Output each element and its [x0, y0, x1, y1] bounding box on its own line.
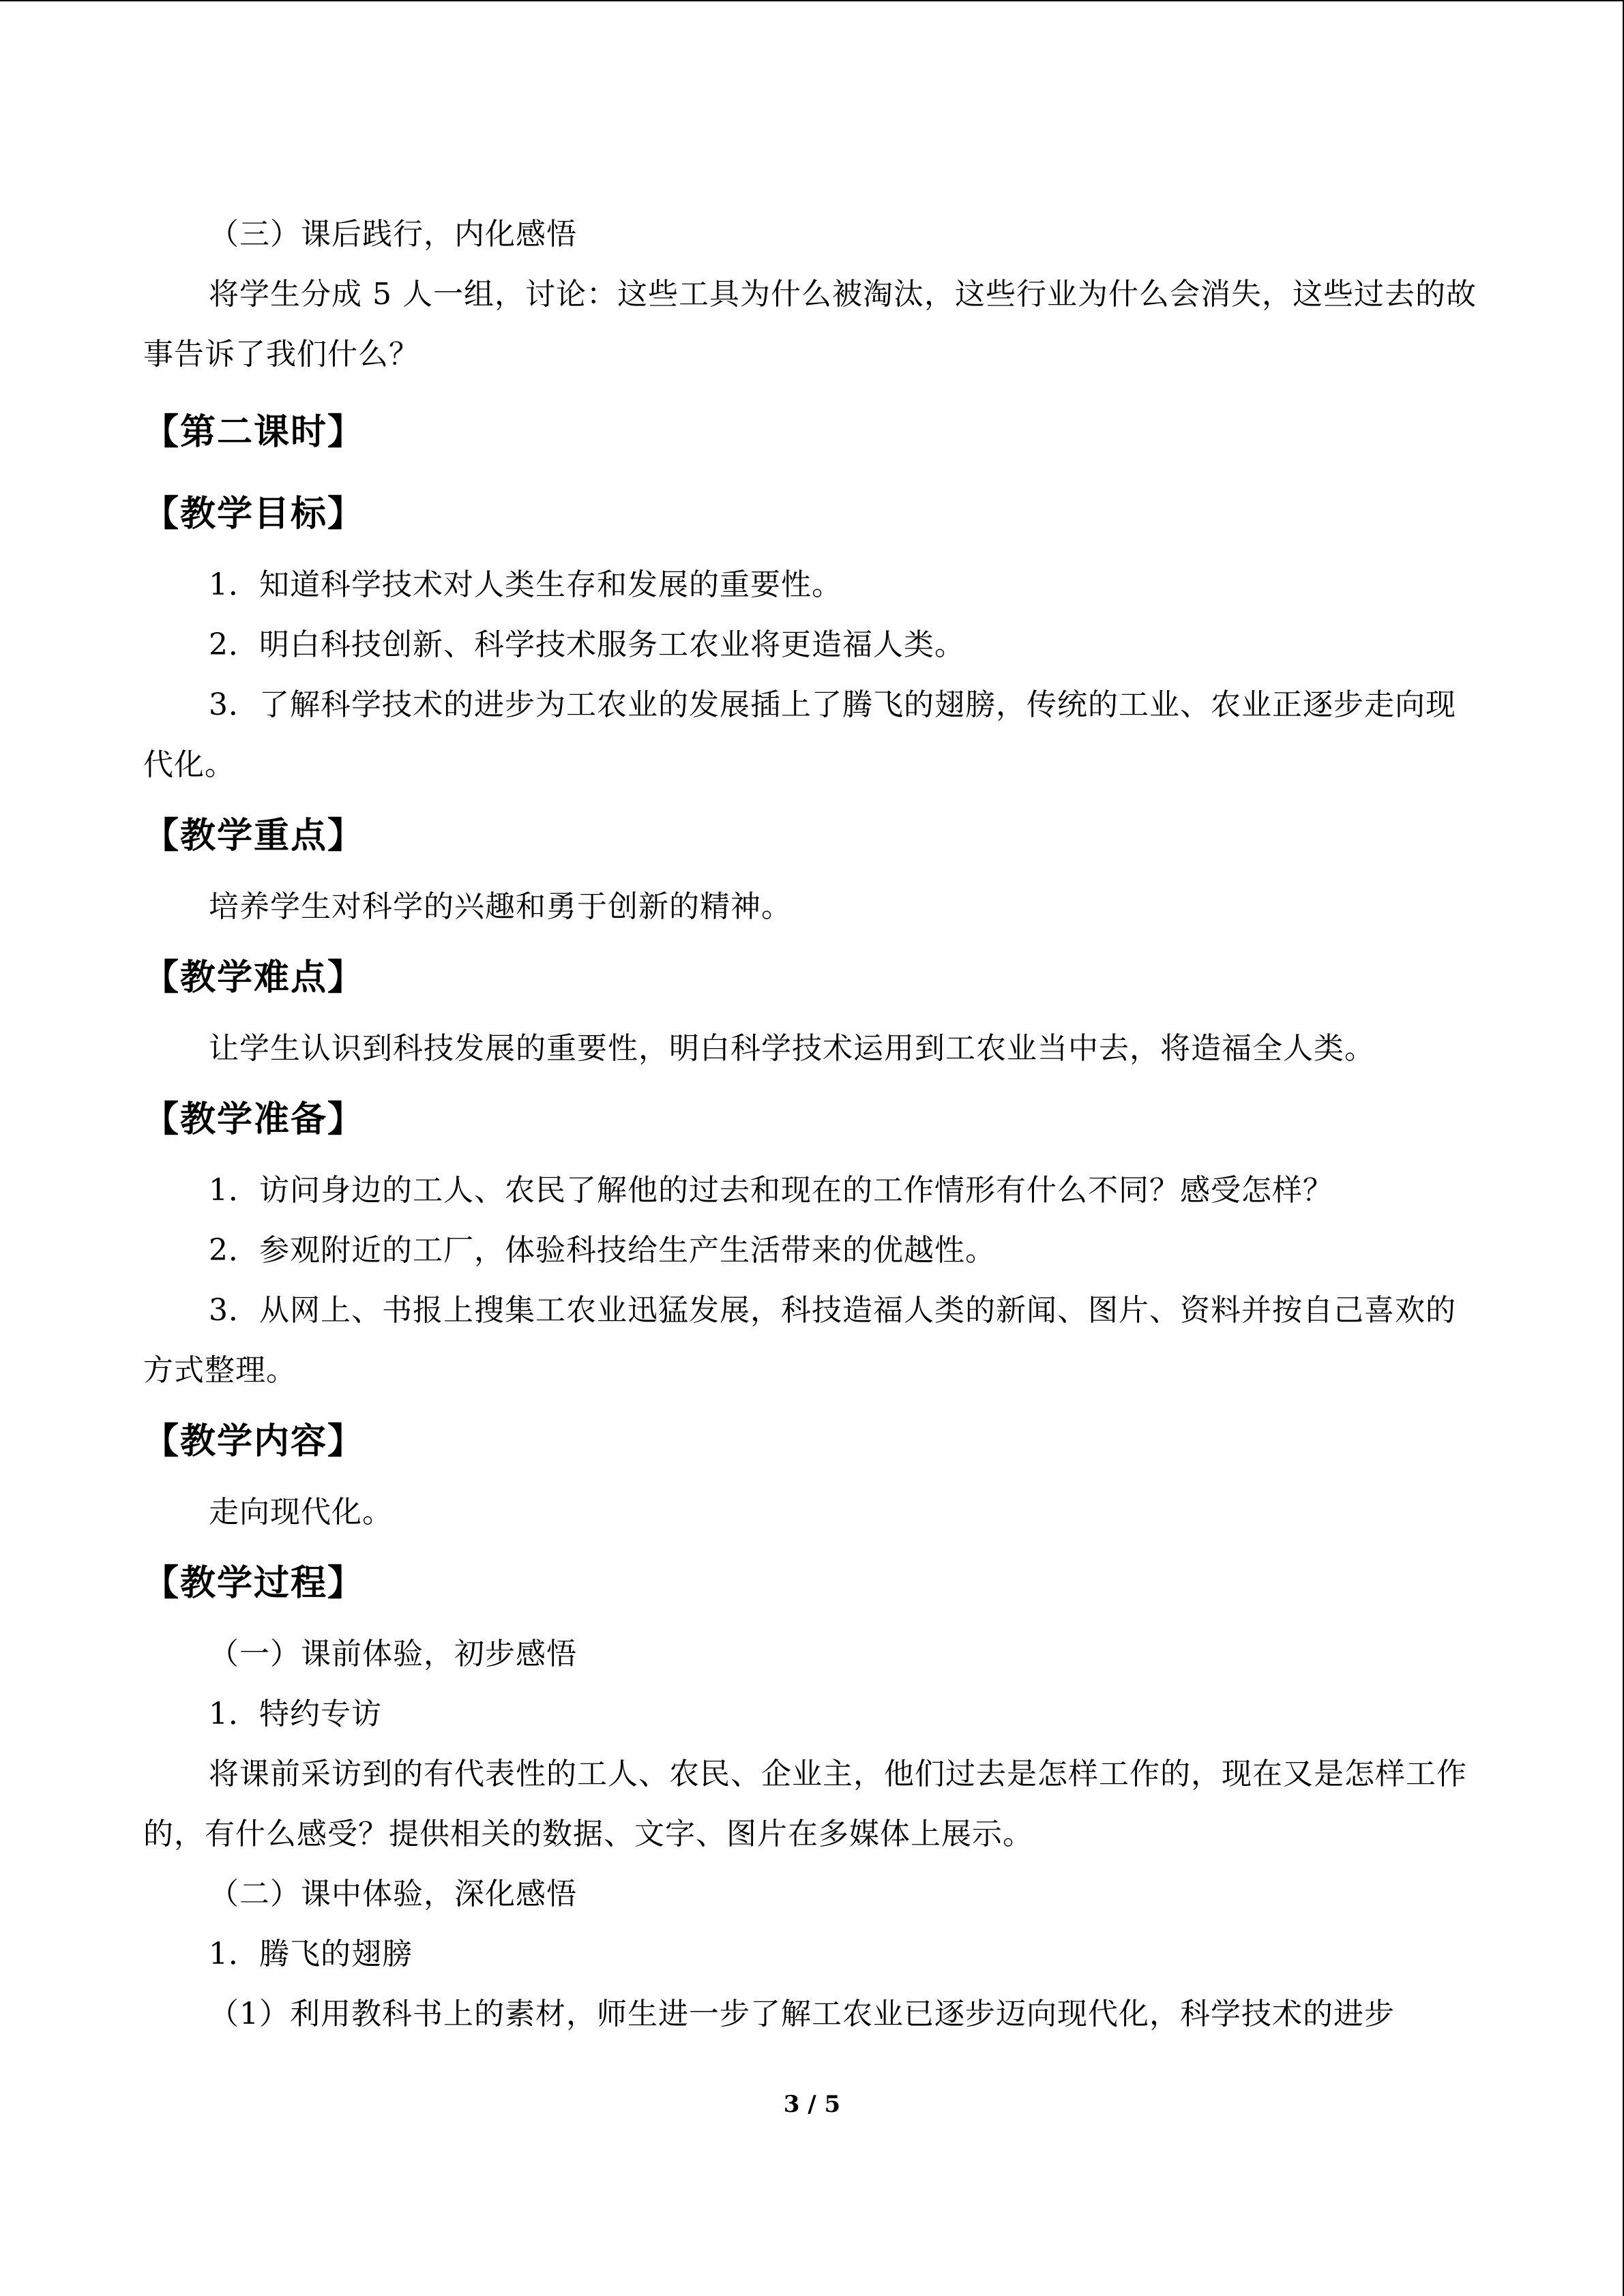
process-special-interview: 1．特约专访 [209, 1697, 382, 1731]
process-step-2-title: （二）课中体验，深化感悟 [209, 1877, 577, 1911]
heading-second-lesson: 【第二课时】 [143, 412, 365, 453]
process-interview-text: 将课前采访到的有代表性的工人、农民、企业主，他们过去是怎样工作的，现在又是怎样工作的，有什么感受？提供相关的数据、文字、图片在多媒体上展示。 [143, 1757, 1467, 1851]
process-wings: 1．腾飞的翅膀 [209, 1937, 413, 1971]
content-text: 走向现代化。 [209, 1495, 393, 1530]
paragraph-group-discussion: 将学生分成 5 人一组，讨论：这些工具为什么被淘汰，这些行业为什么会消失，这些过去的故事告诉了我们什么？ [143, 277, 1477, 372]
goal-item-3: 3．了解科学技术的进步为工农业的发展插上了腾飞的翅膀，传统的工业、农业正逐步走向现代化。 [143, 687, 1456, 782]
preparation-item-1: 1．访问身边的工人、农民了解他的过去和现在的工作情形有什么不同？感受怎样？ [209, 1173, 1333, 1208]
heading-teaching-content: 【教学内容】 [143, 1421, 365, 1462]
document-body [143, 205, 1480, 2044]
difficulty-text: 让学生认识到科技发展的重要性，明白科学技术运用到工农业当中去，将造福全人类。 [209, 1031, 1375, 1066]
paragraph-after-class-practice: （三）课后践行，内化感悟 [209, 217, 577, 252]
heading-teaching-process: 【教学过程】 [143, 1563, 365, 1604]
preparation-item-3: 3．从网上、书报上搜集工农业迅猛发展，科技造福人类的新闻、图片、资料并按自己喜欢的方式整理。 [143, 1293, 1456, 1388]
heading-teaching-preparation: 【教学准备】 [143, 1099, 365, 1140]
goal-item-2: 2．明白科技创新、科学技术服务工农业将更造福人类。 [209, 627, 965, 662]
focus-text: 培养学生对科学的兴趣和勇于创新的精神。 [209, 889, 792, 924]
heading-teaching-goals: 【教学目标】 [143, 494, 365, 535]
goal-item-1: 1．知道科学技术对人类生存和发展的重要性。 [209, 567, 842, 602]
page-number: 3 / 5 [783, 2091, 841, 2118]
process-step-1-title: （一）课前体验，初步感悟 [209, 1637, 577, 1671]
preparation-item-2: 2．参观附近的工厂，体验科技给生产生活带来的优越性。 [209, 1233, 996, 1268]
process-wings-text: （1）利用教科书上的素材，师生进一步了解工农业已逐步迈向现代化，科学技术的进步 [209, 1997, 1395, 2031]
heading-teaching-difficulty: 【教学难点】 [143, 957, 365, 998]
page-border-top [0, 0, 1624, 1]
heading-teaching-focus: 【教学重点】 [143, 816, 365, 856]
